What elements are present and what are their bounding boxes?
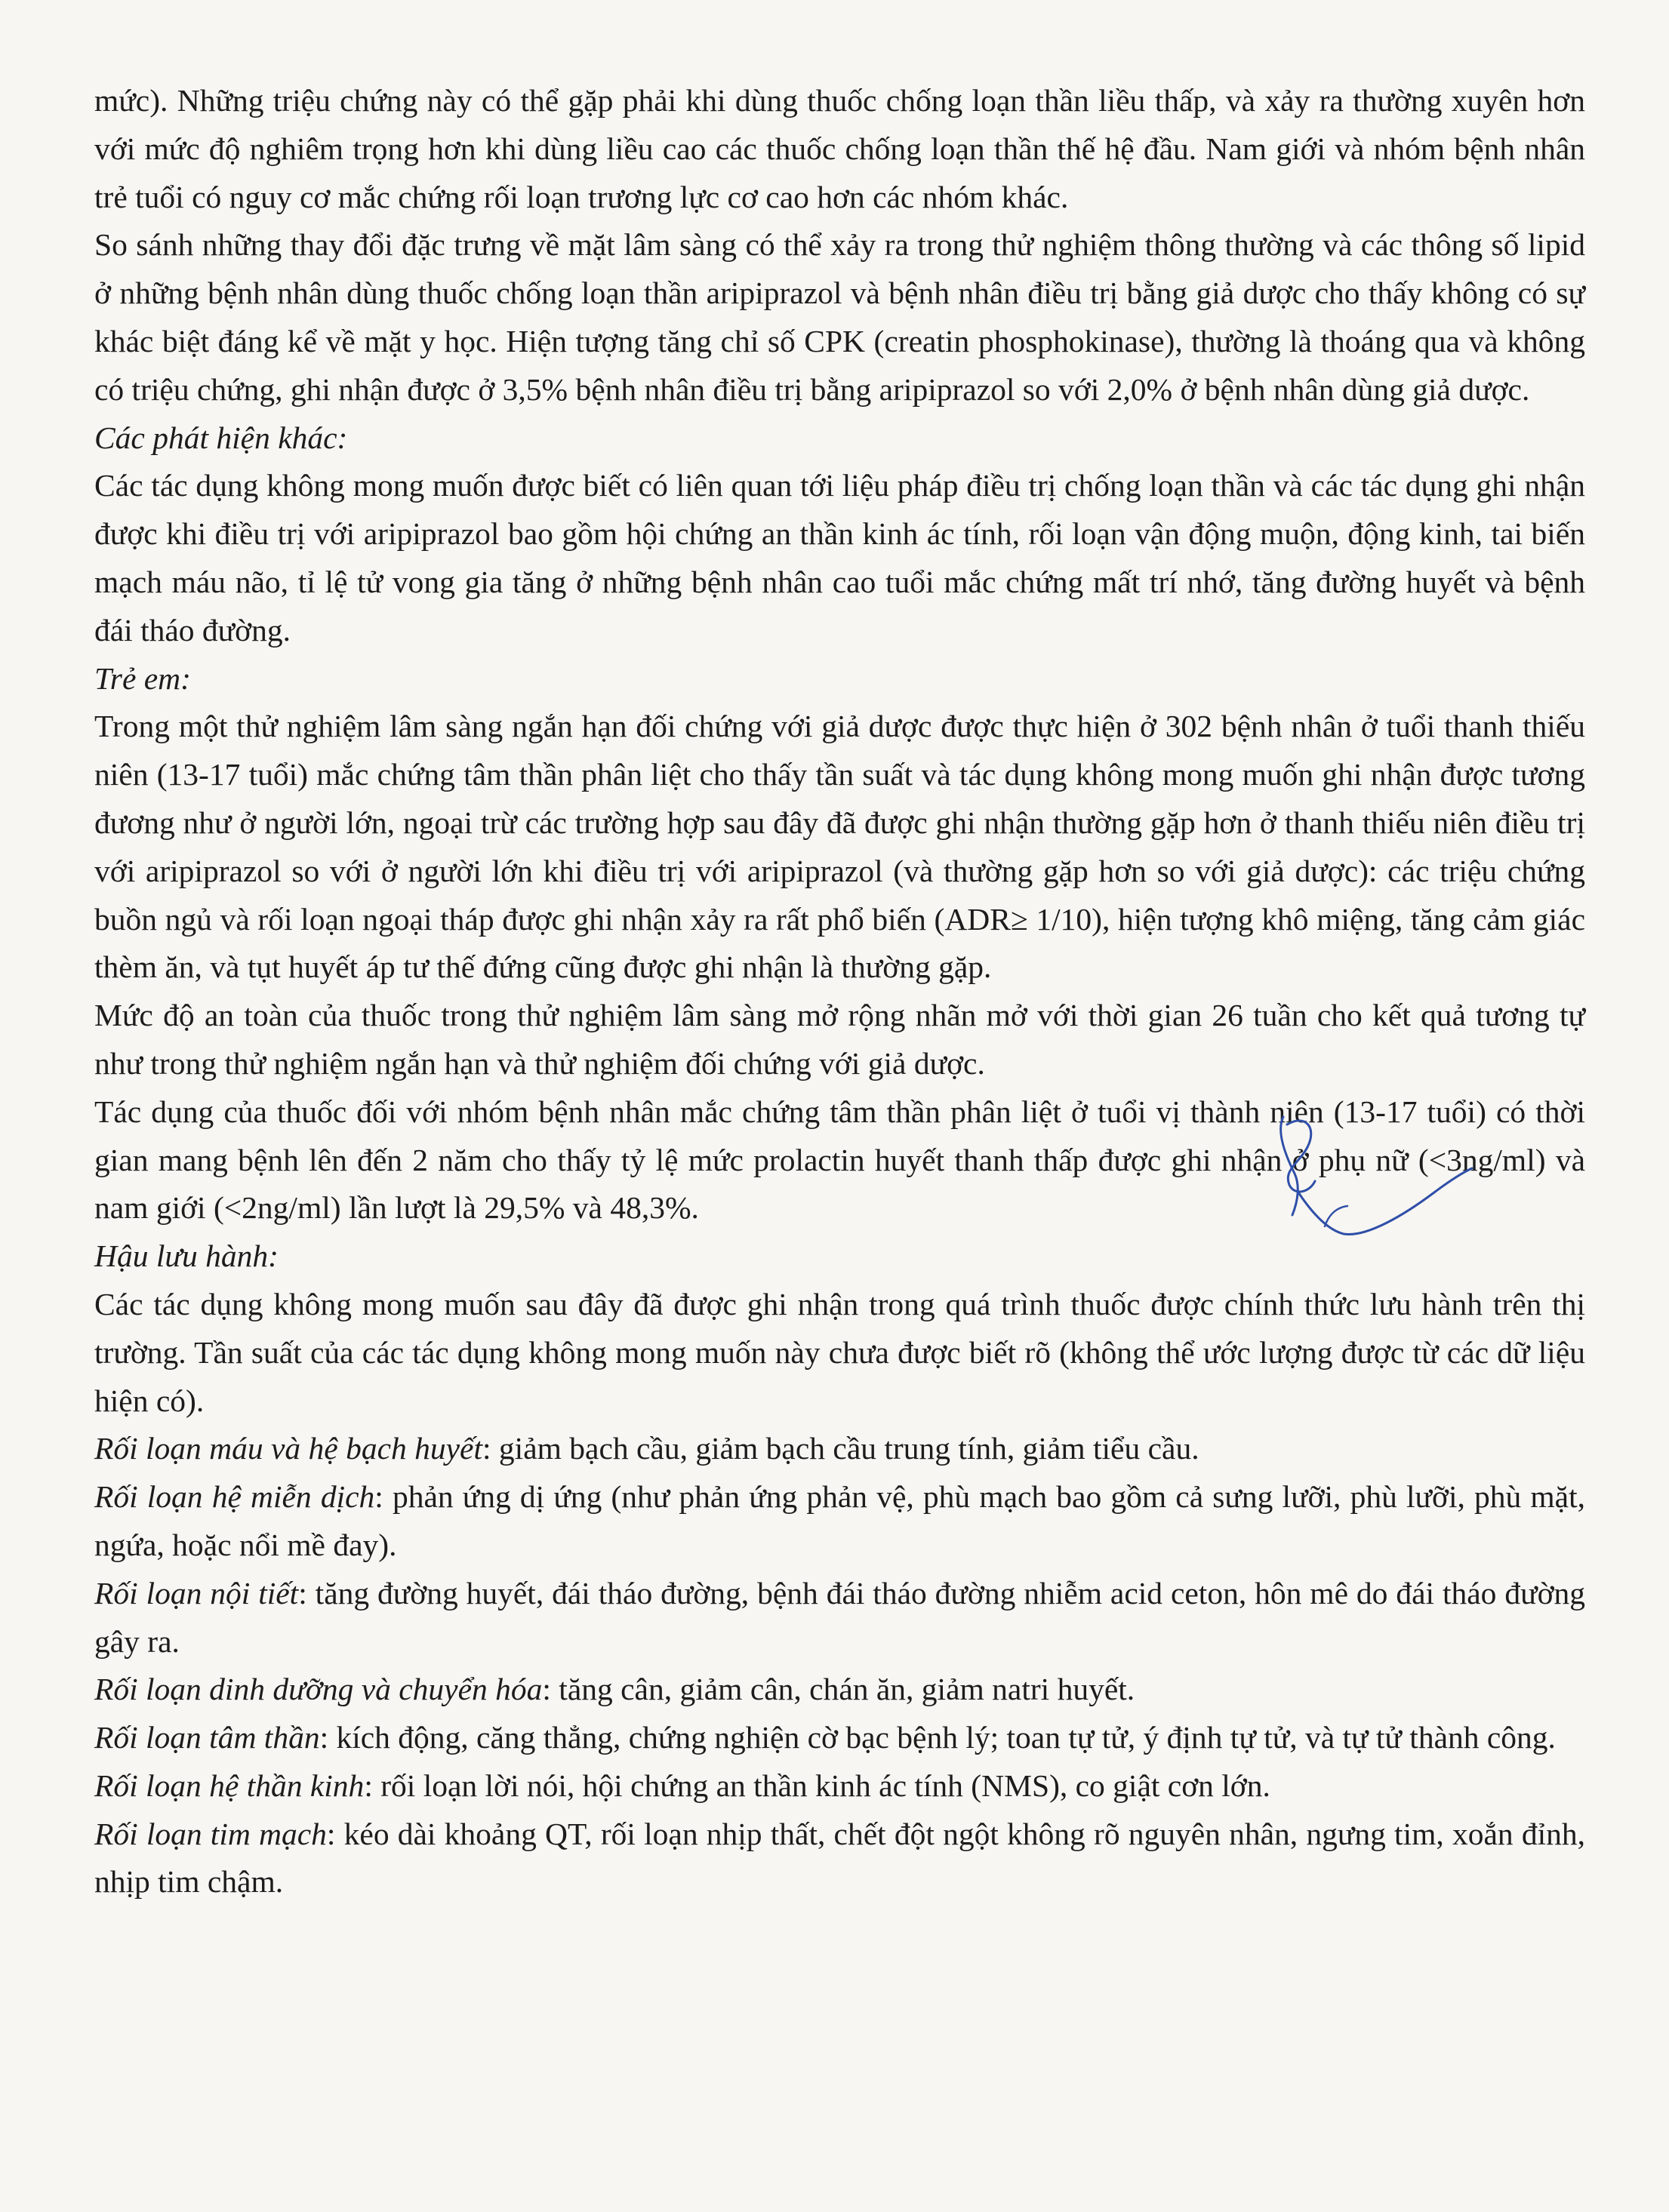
item-text: : kéo dài khoảng QT, rối loạn nhịp thất, chết đột ngột không rõ nguyên nhân, ngưng tim, xoắn đỉnh, nhịp tim chậm. bbox=[94, 1816, 1585, 1900]
adverse-effect-item bbox=[94, 1811, 1585, 1907]
item-text: : tăng đường huyết, đái tháo đường, bệnh đái tháo đường nhiễm acid ceton, hôn mê do đái tháo đường gây ra. bbox=[94, 1575, 1586, 1659]
item-label: Rối loạn tâm thần bbox=[94, 1720, 320, 1755]
section-heading: Trẻ em: bbox=[94, 660, 191, 696]
paragraph: Mức độ an toàn của thuốc trong thử nghiệm lâm sàng mở rộng nhãn mở với thời gian 26 tuần cho kết quả tương tự như trong thử nghiệm ngắn hạn và thử nghiệm đối chứng với giả dược. bbox=[94, 998, 1585, 1081]
adverse-effect-item bbox=[94, 1762, 1585, 1811]
paragraph: mức). Những triệu chứng này có thể gặp phải khi dùng thuốc chống loạn thần liều thấp, và xảy ra thường xuyên hơn với mức độ nghiêm trọng hơn khi dùng liều cao các thuốc chống loạn thần thế hệ đầu. Nam giới và nhóm bệnh nhân trẻ tuổi có nguy cơ mắc chứng rối loạn trương lực cơ cao hơn các nhóm khác. bbox=[94, 83, 1585, 214]
item-text: : kích động, căng thẳng, chứng nghiện cờ bạc bệnh lý; toan tự tử, ý định tự tử, và tự tử thành công. bbox=[319, 1720, 1556, 1755]
paragraph: Các tác dụng không mong muốn được biết có liên quan tới liệu pháp điều trị chống loạn thần và các tác dụng ghi nhận được khi điều trị với aripiprazol bao gồm hội chứng an thần kinh ác tính, rối loạn vận động muộn, động kinh, tai biến mạch máu não, tỉ lệ tử vong gia tăng ở những bệnh nhân cao tuổi mắc chứng mất trí nhớ, tăng đường huyết và bệnh đái tháo đường. bbox=[94, 468, 1585, 648]
item-text: : phản ứng dị ứng (như phản ứng phản vệ, phù mạch bao gồm cả sưng lưỡi, phù lưỡi, phù mặt, ngứa, hoặc nổi mề đay). bbox=[94, 1479, 1585, 1562]
section-heading: Các phát hiện khác: bbox=[94, 420, 348, 455]
item-label: Rối loạn nội tiết bbox=[94, 1575, 299, 1611]
paragraph: So sánh những thay đổi đặc trưng về mặt lâm sàng có thể xảy ra trong thử nghiệm thông thường và các thông số lipid ở những bệnh nhân dùng thuốc chống loạn thần aripiprazol và bệnh nhân điều trị bằng giả dược cho thấy không có sự khác biệt đáng kể về mặt y học. Hiện tượng tăng chỉ số CPK (creatin phosphokinase), thường là thoáng qua và không có triệu chứng, ghi nhận được ở 3,5% bệnh nhân điều trị bằng aripiprazol so với 2,0% ở bệnh nhân dùng giả dược. bbox=[94, 227, 1585, 407]
section-heading: Hậu lưu hành: bbox=[94, 1238, 279, 1274]
item-label: Rối loạn máu và hệ bạch huyết bbox=[94, 1431, 483, 1466]
item-label: Rối loạn hệ miễn dịch bbox=[94, 1479, 375, 1515]
adverse-effect-item bbox=[94, 1666, 1585, 1714]
item-label: Rối loạn dinh dưỡng và chuyển hóa bbox=[94, 1672, 543, 1707]
adverse-effect-item bbox=[94, 1473, 1585, 1570]
item-label: Rối loạn tim mạch bbox=[94, 1816, 327, 1851]
document-body bbox=[94, 77, 1585, 1906]
item-text: : rối loạn lời nói, hội chứng an thần kinh ác tính (NMS), co giật cơn lớn. bbox=[364, 1767, 1270, 1803]
item-text: : tăng cân, giảm cân, chán ăn, giảm natri huyết. bbox=[542, 1672, 1135, 1707]
paragraph: Các tác dụng không mong muốn sau đây đã được ghi nhận trong quá trình thuốc được chính thức lưu hành trên thị trường. Tần suất của các tác dụng không mong muốn này chưa được biết rõ (không thể ước lượng được từ các dữ liệu hiện có). bbox=[94, 1286, 1585, 1418]
adverse-effect-item bbox=[94, 1570, 1585, 1666]
paragraph: Tác dụng của thuốc đối với nhóm bệnh nhân mắc chứng tâm thần phân liệt ở tuổi vị thành niên (13-17 tuổi) có thời gian mang bệnh lên đến 2 năm cho thấy tỷ lệ mức prolactin huyết thanh thấp được ghi nhận ở phụ nữ (<3ng/ml) và nam giới (<2ng/ml) lần lượt là 29,5% và 48,3%. bbox=[94, 1094, 1585, 1226]
adverse-effect-item bbox=[94, 1425, 1585, 1473]
paragraph: Trong một thử nghiệm lâm sàng ngắn hạn đối chứng với giả dược được thực hiện ở 302 bệnh nhân ở tuổi thanh thiếu niên (13-17 tuổi) mắc chứng tâm thần phân liệt cho thấy tần suất và tác dụng không mong muốn ghi nhận được tương đương như ở người lớn, ngoại trừ các trường hợp sau đây đã được ghi nhận thường gặp hơn ở thanh thiếu niên điều trị với aripiprazol so với ở người lớn khi điều trị với aripiprazol (và thường gặp hơn so với giả dược): các triệu chứng buồn ngủ và rối loạn ngoại tháp được ghi nhận xảy ra rất phổ biến (ADR≥ 1/10), hiện tượng khô miệng, tăng cảm giác thèm ăn, và tụt huyết áp tư thế đứng cũng được ghi nhận là thường gặp. bbox=[94, 709, 1585, 985]
item-label: Rối loạn hệ thần kinh bbox=[94, 1767, 365, 1803]
item-text: : giảm bạch cầu, giảm bạch cầu trung tính, giảm tiểu cầu. bbox=[482, 1431, 1199, 1466]
adverse-effect-item bbox=[94, 1714, 1585, 1762]
